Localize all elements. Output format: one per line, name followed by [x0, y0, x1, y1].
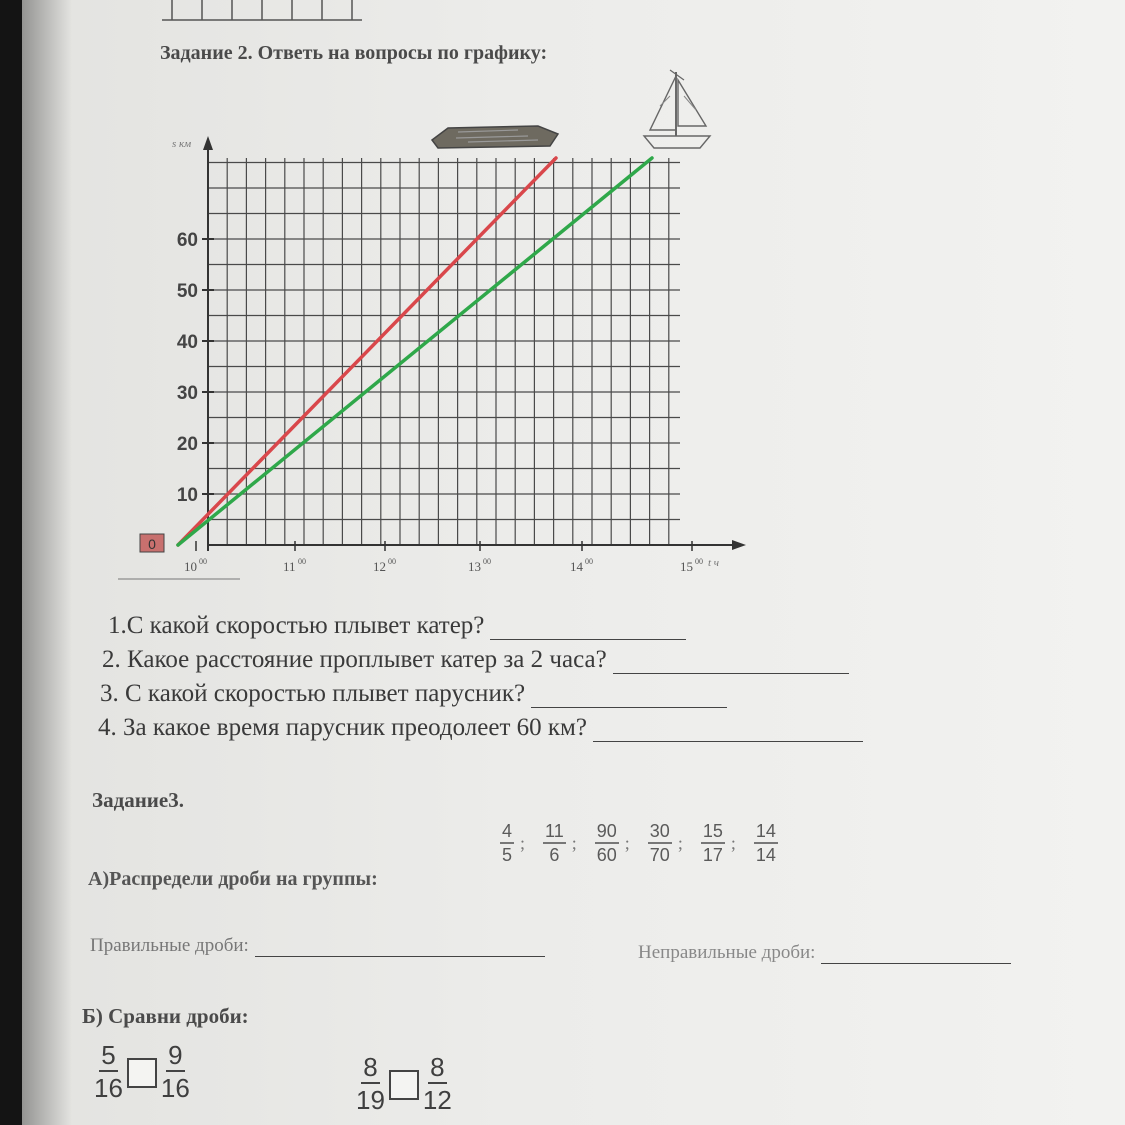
- x-tick-superscript: 00: [695, 557, 703, 566]
- fraction-4: $\frac{30}{70}$: [649, 821, 670, 865]
- fraction-5: $\frac{15}{17}$: [702, 821, 723, 865]
- task3-part-a: А)Распредели дроби на группы:: [88, 868, 378, 890]
- fraction-6: $\frac{14}{14}$: [755, 821, 776, 865]
- compare-2-right: $\frac{8}{12}$: [422, 1052, 452, 1115]
- x-tick-superscript: 00: [199, 557, 207, 566]
- task3-title: Задание3.: [92, 788, 184, 812]
- compare-pair-1: [94, 1040, 190, 1104]
- improper-fractions: [638, 942, 1011, 964]
- fraction-3: $\frac{90}{60}$: [596, 821, 617, 865]
- compare-pair-2: [356, 1052, 452, 1116]
- y-axis-unit: s км: [172, 138, 192, 150]
- x-tick-label: 10: [184, 559, 197, 574]
- answer-blank-3[interactable]: [531, 685, 727, 708]
- separator: ;: [571, 832, 577, 853]
- compare-1-box[interactable]: [127, 1058, 157, 1088]
- compare-2-box[interactable]: [389, 1070, 419, 1100]
- series-line-2: [178, 158, 652, 545]
- improper-fractions-label: Неправильные дроби:: [638, 942, 816, 963]
- question-4: [98, 714, 863, 742]
- question-2-text: 2. Какое расстояние проплывет катер за 2 часа?: [102, 646, 607, 673]
- x-tick-label: 14: [570, 559, 583, 574]
- task2-title: Задание 2. Ответь на вопросы по графику:: [160, 42, 548, 64]
- series-line-1: [178, 158, 556, 545]
- compare-1-left: $\frac{5}{16}$: [94, 1040, 123, 1103]
- answer-blank-2[interactable]: [613, 651, 849, 674]
- answer-blank-1[interactable]: [490, 617, 686, 640]
- y-tick-label: 30: [176, 383, 198, 404]
- x-axis-unit: t ч: [708, 557, 720, 569]
- improper-fractions-blank[interactable]: [821, 943, 1011, 964]
- question-3-text: 3. С какой скоростью плывет парусник?: [100, 680, 526, 707]
- y-tick-label: 20: [176, 434, 198, 455]
- x-axis-arrow: [732, 540, 746, 550]
- question-1-text: 1.С какой скоростью плывет катер?: [108, 612, 485, 639]
- x-tick-superscript: 00: [298, 557, 306, 566]
- fraction-list: [500, 820, 778, 866]
- answer-blank-4[interactable]: [593, 719, 863, 742]
- question-4-text: 4. За какое время парусник преодолеет 60 км?: [98, 714, 587, 741]
- task3-part-b: Б) Сравни дроби:: [82, 1004, 249, 1028]
- x-tick-label: 13: [468, 559, 481, 574]
- separator: ;: [730, 832, 736, 853]
- x-tick-label: 15: [680, 559, 693, 574]
- compare-2-left: $\frac{8}{19}$: [356, 1052, 385, 1115]
- question-3: [100, 680, 727, 708]
- y-tick-label: 40: [176, 332, 198, 353]
- question-2: [102, 646, 849, 674]
- x-tick-superscript: 00: [483, 557, 491, 566]
- proper-fractions: [90, 935, 545, 957]
- x-tick-superscript: 00: [585, 557, 593, 566]
- fraction-1: $\frac{4}{5}$: [502, 821, 513, 865]
- question-1: [108, 612, 686, 640]
- origin-label: 0: [148, 536, 156, 552]
- y-tick-label: 50: [176, 281, 198, 302]
- y-tick-label: 10: [176, 485, 198, 506]
- separator: ;: [677, 832, 683, 853]
- proper-fractions-blank[interactable]: [255, 936, 545, 957]
- fraction-2: $\frac{11}{6}$: [545, 821, 564, 865]
- x-tick-label: 12: [373, 559, 386, 574]
- x-tick-label: 11: [283, 559, 296, 574]
- separator: ;: [520, 832, 526, 853]
- y-axis-arrow: [203, 136, 213, 150]
- x-tick-superscript: 00: [388, 557, 396, 566]
- y-tick-label: 60: [176, 230, 198, 251]
- compare-1-right: $\frac{9}{16}$: [160, 1040, 190, 1103]
- separator: ;: [624, 832, 630, 853]
- proper-fractions-label: Правильные дроби:: [90, 935, 249, 956]
